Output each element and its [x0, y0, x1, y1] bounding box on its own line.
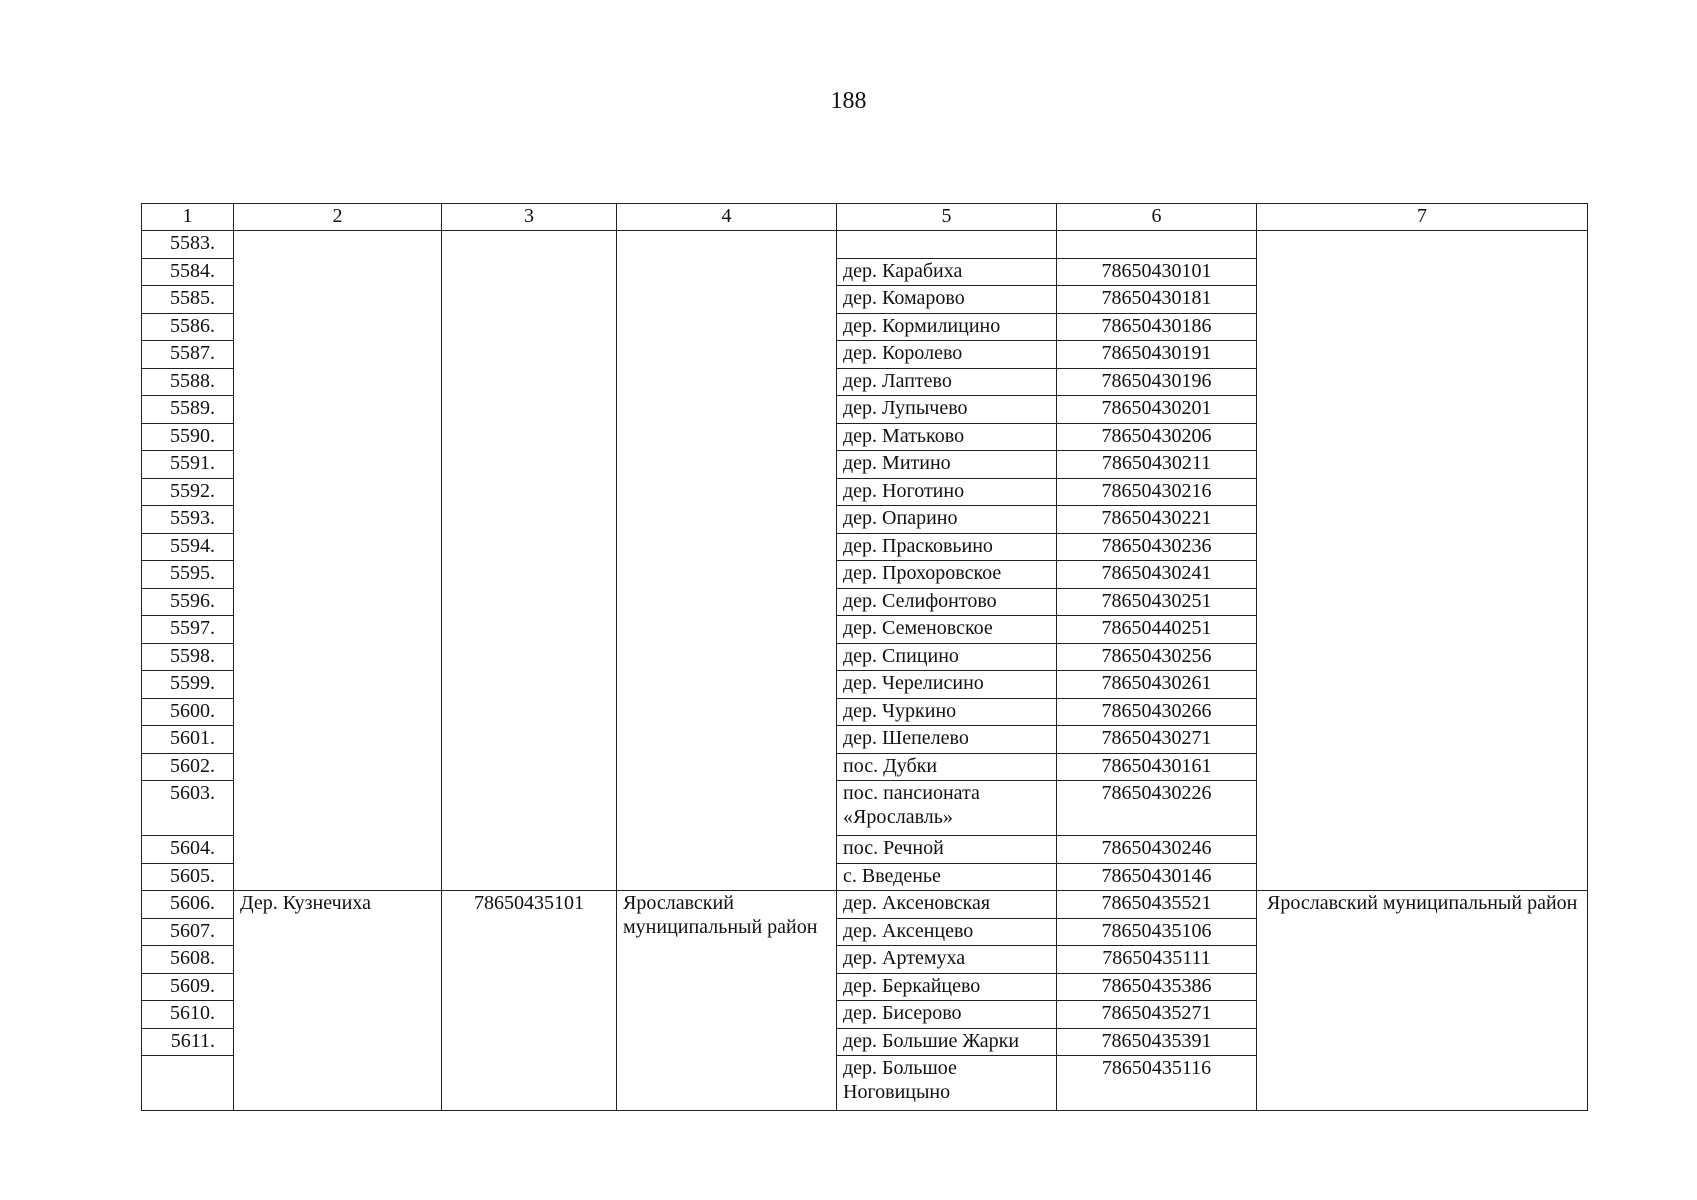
settlement-name: дер. Прасковьино [837, 533, 1057, 561]
row-number: 5606. [142, 891, 234, 919]
settlement-name: дер. Селифонтово [837, 588, 1057, 616]
row-number: 5599. [142, 671, 234, 699]
row-number: 5607. [142, 918, 234, 946]
settlement-name: дер. Бисерово [837, 1001, 1057, 1029]
settlement-name: дер. Лаптево [837, 368, 1057, 396]
row-number: 5604. [142, 836, 234, 864]
group-settlement: Дер. Кузнечиха [234, 891, 442, 1111]
settlement-code: 78650430186 [1057, 313, 1257, 341]
column-header: 4 [617, 204, 837, 231]
column-header: 5 [837, 204, 1057, 231]
settlement-code: 78650430181 [1057, 286, 1257, 314]
settlement-code: 78650430216 [1057, 478, 1257, 506]
settlement-code: 78650430206 [1057, 423, 1257, 451]
row-number: 5609. [142, 973, 234, 1001]
row-number: 5595. [142, 561, 234, 589]
column-header: 6 [1057, 204, 1257, 231]
header-row [142, 204, 1588, 231]
settlement-name: дер. Лупычево [837, 396, 1057, 424]
settlement-name: дер. Черелисино [837, 671, 1057, 699]
row-number: 5591. [142, 451, 234, 479]
row-number: 5608. [142, 946, 234, 974]
settlement-name: дер. Карабиха [837, 258, 1057, 286]
settlement-code [1057, 231, 1257, 259]
settlement-code: 78650430256 [1057, 643, 1257, 671]
settlement-name: пос. Речной [837, 836, 1057, 864]
settlement-code: 78650430266 [1057, 698, 1257, 726]
empty-col3 [442, 231, 617, 891]
settlement-name: пос. пансионата «Ярославль» [837, 781, 1057, 836]
settlement-code: 78650430241 [1057, 561, 1257, 589]
settlement-name: дер. Большие Жарки [837, 1028, 1057, 1056]
group-region: Ярославский муниципальный район [1257, 891, 1588, 1111]
row-number: 5610. [142, 1001, 234, 1029]
settlement-name: дер. Ноготино [837, 478, 1057, 506]
settlement-code: 78650430221 [1057, 506, 1257, 534]
settlement-name: с. Введенье [837, 863, 1057, 891]
settlement-name: дер. Прохоровское [837, 561, 1057, 589]
settlement-name: дер. Беркайцево [837, 973, 1057, 1001]
settlement-name: дер. Спицино [837, 643, 1057, 671]
settlement-code: 78650430191 [1057, 341, 1257, 369]
settlement-name: дер. Семеновское [837, 616, 1057, 644]
settlement-name: дер. Аксеновская [837, 891, 1057, 919]
column-header: 3 [442, 204, 617, 231]
column-header: 7 [1257, 204, 1588, 231]
settlement-code: 78650435271 [1057, 1001, 1257, 1029]
settlement-name: дер. Чуркино [837, 698, 1057, 726]
settlement-code: 78650435106 [1057, 918, 1257, 946]
column-header: 2 [234, 204, 442, 231]
settlement-name: дер. Комарово [837, 286, 1057, 314]
settlement-name: дер. Шепелево [837, 726, 1057, 754]
row-number: 5584. [142, 258, 234, 286]
settlement-name: дер. Аксенцево [837, 918, 1057, 946]
row-number: 5585. [142, 286, 234, 314]
row-number: 5587. [142, 341, 234, 369]
empty-col2 [234, 231, 442, 891]
settlement-name: дер. Артемуха [837, 946, 1057, 974]
settlement-code: 78650430201 [1057, 396, 1257, 424]
empty-col4 [617, 231, 837, 891]
settlement-name: пос. Дубки [837, 753, 1057, 781]
settlement-code: 78650430246 [1057, 836, 1257, 864]
settlement-code: 78650435111 [1057, 946, 1257, 974]
row-number [142, 1056, 234, 1111]
row-number: 5594. [142, 533, 234, 561]
group-settlement-code: 78650435101 [442, 891, 617, 1111]
settlement-code: 78650430271 [1057, 726, 1257, 754]
row-number: 5592. [142, 478, 234, 506]
row-number: 5583. [142, 231, 234, 259]
settlement-code: 78650435116 [1057, 1056, 1257, 1111]
row-number: 5588. [142, 368, 234, 396]
settlement-code: 78650430261 [1057, 671, 1257, 699]
row-number: 5589. [142, 396, 234, 424]
settlement-code: 78650430146 [1057, 863, 1257, 891]
settlement-code: 78650430101 [1057, 258, 1257, 286]
settlement-name: дер. Опарино [837, 506, 1057, 534]
group-district: Ярославский муниципальный район [617, 891, 837, 1111]
row-number: 5611. [142, 1028, 234, 1056]
settlement-code: 78650440251 [1057, 616, 1257, 644]
row-number: 5600. [142, 698, 234, 726]
empty-col7 [1257, 231, 1588, 891]
table-row [142, 231, 1588, 259]
settlement-name: дер. Большое Ноговицыно [837, 1056, 1057, 1111]
settlement-code: 78650430226 [1057, 781, 1257, 836]
row-number: 5602. [142, 753, 234, 781]
row-number: 5601. [142, 726, 234, 754]
settlement-code: 78650435521 [1057, 891, 1257, 919]
row-number: 5603. [142, 781, 234, 836]
page-number: 188 [830, 88, 867, 114]
settlement-code: 78650430236 [1057, 533, 1257, 561]
row-number: 5598. [142, 643, 234, 671]
settlement-name: дер. Королево [837, 341, 1057, 369]
row-number: 5590. [142, 423, 234, 451]
settlement-code: 78650430196 [1057, 368, 1257, 396]
table-row [142, 891, 1588, 919]
settlement-name: дер. Митино [837, 451, 1057, 479]
settlement-name [837, 231, 1057, 259]
settlement-name: дер. Кормилицино [837, 313, 1057, 341]
settlements-table [141, 203, 1588, 1111]
column-header: 1 [142, 204, 234, 231]
row-number: 5586. [142, 313, 234, 341]
row-number: 5596. [142, 588, 234, 616]
settlement-code: 78650430161 [1057, 753, 1257, 781]
row-number: 5597. [142, 616, 234, 644]
settlement-code: 78650435391 [1057, 1028, 1257, 1056]
settlement-code: 78650430211 [1057, 451, 1257, 479]
row-number: 5593. [142, 506, 234, 534]
row-number: 5605. [142, 863, 234, 891]
settlement-name: дер. Матьково [837, 423, 1057, 451]
settlement-code: 78650430251 [1057, 588, 1257, 616]
settlement-code: 78650435386 [1057, 973, 1257, 1001]
